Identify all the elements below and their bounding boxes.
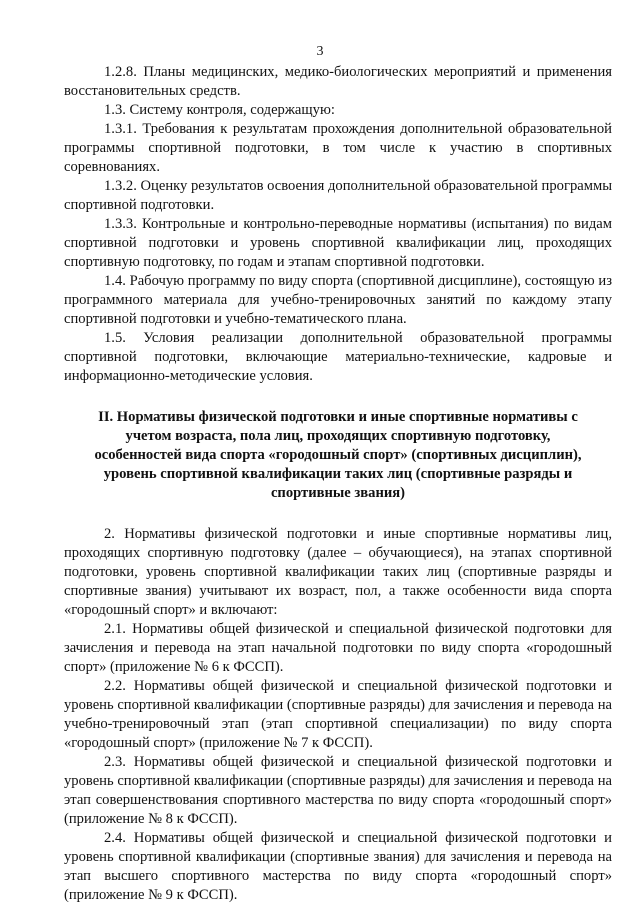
paragraph-2-1: 2.1. Нормативы общей физической и специальной физической подготовки для зачисления и перевода на этап начальной подготовки по виду спорта «городошный спорт» (приложение № 6 к ФССП).: [64, 621, 612, 675]
paragraph-1-3-1: 1.3.1. Требования к результатам прохождения дополнительной образовательной программы спортивной подготовки, в том числе к участию в спортивных соревнованиях.: [64, 121, 612, 175]
paragraph-2-4: 2.4. Нормативы общей физической и специальной физической подготовки и уровень спортивной квалификации (спортивные звания) для зачисления и перевода на этап высшего спортивного мастерства по виду спорта «городошный спорт» (приложение № 9 к ФССП).: [64, 830, 612, 903]
paragraph-1-3-2: 1.3.2. Оценку результатов освоения дополнительной образовательной программы спортивной подготовки.: [64, 178, 612, 213]
paragraph-1-4: 1.4. Рабочую программу по виду спорта (спортивной дисциплине), состоящую из программного материала для учебно-тренировочных занятий по каждому этапу спортивной подготовки и учебно-тематического плана.: [64, 273, 612, 327]
paragraph-1-3-3: 1.3.3. Контрольные и контрольно-переводные нормативы (испытания) по видам спортивной подготовки и уровень спортивной квалификации лиц, проходящих спортивную подготовку, по годам и этапам спортивной подготовки.: [64, 216, 612, 270]
paragraph-1-2-8: 1.2.8. Планы медицинских, медико-биологических мероприятий и применения восстановительных средств.: [64, 64, 612, 99]
paragraph-2: 2. Нормативы физической подготовки и иные спортивные нормативы лиц, проходящих спортивную подготовку (далее – обучающиеся), на этапах спортивной подготовки, уровень спортивной квалификации таких лиц (спортивные разряды и спортивные звания) учитывают их возраст, пол, а также особенности вида спорта «городошный спорт» и включают:: [64, 526, 612, 618]
document-body: [64, 63, 612, 905]
paragraph-2-3: 2.3. Нормативы общей физической и специальной физической подготовки и уровень спортивной квалификации (спортивные разряды) для зачисления и перевода на этап совершенствования спортивного мастерства по виду спорта «городошный спорт» (приложение № 8 к ФССП).: [64, 754, 612, 827]
section-heading: II. Нормативы физической подготовки и иные спортивные нормативы с учетом возраста, пола лиц, проходящих спортивную подготовку, особенностей вида спорта «городошный спорт» (спортивных дисциплин), уровень спортивной квалификации таких лиц (спортивные разряды и спортивные звания): [94, 409, 582, 501]
paragraph-2-2: 2.2. Нормативы общей физической и специальной физической подготовки и уровень спортивной квалификации (спортивные разряды) для зачисления и перевода на учебно-тренировочный этап (этап спортивной специализации) по виду спорта «городошный спорт» (приложение № 7 к ФССП).: [64, 678, 612, 751]
paragraph-1-3: 1.3. Систему контроля, содержащую:: [104, 102, 335, 118]
page-number: 3: [316, 44, 324, 59]
paragraph-1-5: 1.5. Условия реализации дополнительной образовательной программы спортивной подготовки, включающие материально-технические, кадровые и информационно-методические условия.: [64, 330, 612, 384]
